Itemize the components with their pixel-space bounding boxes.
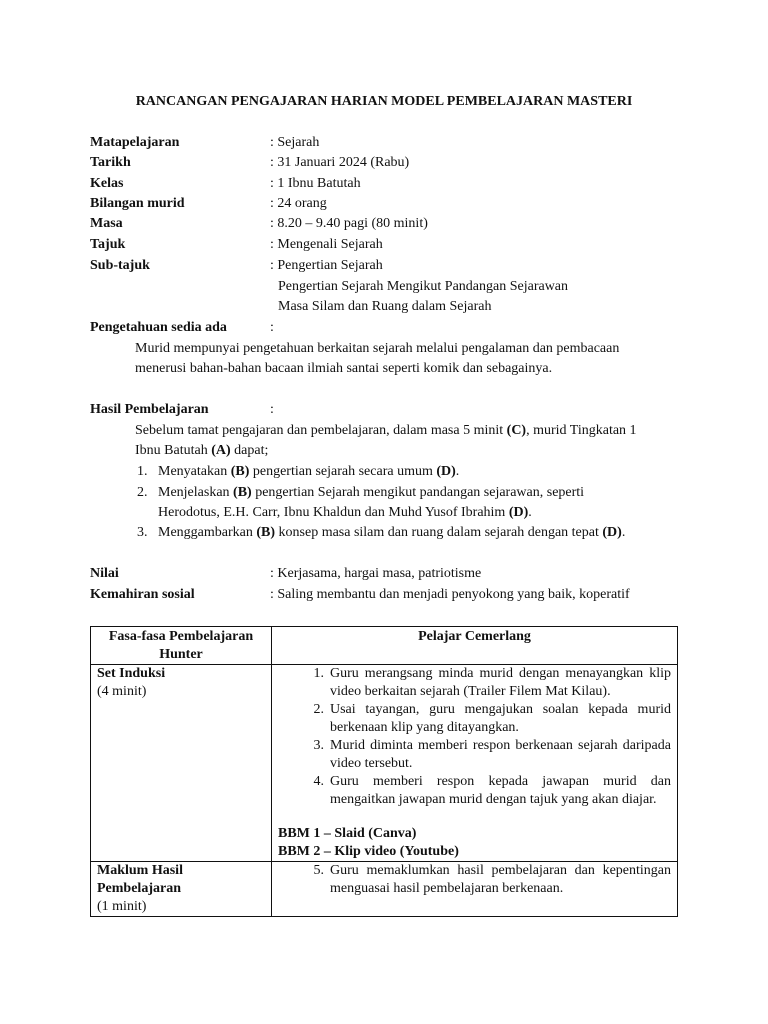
phase-cell <box>91 665 272 862</box>
nilai-label: Nilai <box>90 566 119 581</box>
table-header-row <box>91 627 678 665</box>
list-item: 3. Murid diminta memberi respon berkenaan sejarah daripada video tersebut. <box>313 738 671 771</box>
info-row-sub-tajuk <box>90 256 690 276</box>
list-number: 1. <box>137 464 148 479</box>
table-row <box>91 862 678 917</box>
list-item: Menggambarkan (B) konsep masa silam dan ruang dalam sejarah dengan tepat (D). <box>158 525 626 540</box>
pengetahuan-text-line: Murid mempunyai pengetahuan berkaitan sejarah melalui pengalaman dan pembacaan <box>135 341 620 356</box>
list-item: 2. Usai tayangan, guru mengajukan soalan kepada murid berkenaan klip yang ditayangkan. <box>313 702 671 735</box>
list-number: 2. <box>137 485 148 500</box>
kemahiran-row <box>90 585 690 605</box>
nilai-value: : Kerjasama, hargai masa, patriotisme <box>270 566 482 581</box>
pengetahuan-colon: : <box>270 320 274 335</box>
info-value: : Pengertian Sejarah <box>270 258 383 273</box>
bbm-line: BBM 2 – Klip video (Youtube) <box>278 844 459 859</box>
sub-tajuk-line <box>90 297 690 317</box>
column-header-pelajar-cemerlang: Pelajar Cemerlang <box>272 627 678 665</box>
list-item: 1. Guru merangsang minda murid dengan menayangkan klip video berkaitan sejarah (Trailer Filem Mat Kilau). <box>313 666 671 699</box>
info-label: Kelas <box>90 176 124 191</box>
phase-title: Set Induksi <box>97 666 166 681</box>
info-value: : 1 Ibnu Batutah <box>270 176 361 191</box>
info-label: Sub-tajuk <box>90 258 150 273</box>
pengetahuan-heading <box>90 318 690 338</box>
list-item: Menjelaskan (B) pengertian Sejarah mengikut pandangan sejarawan, seperti <box>158 485 585 500</box>
phase-title: Pembelajaran <box>97 881 181 896</box>
pengetahuan-label: Pengetahuan sedia ada <box>90 320 227 335</box>
sub-tajuk-line <box>90 277 690 297</box>
kemahiran-value: : Saling membantu dan menjadi penyokong yang baik, koperatif <box>270 587 630 602</box>
phase-time: (4 minit) <box>97 684 147 699</box>
phase-cell <box>91 862 272 917</box>
pengetahuan-text-line: menerusi bahan-bahan bacaan ilmiah santai seperti komik dan sebagainya. <box>135 361 553 376</box>
list-item: 4. Guru memberi respon kepada jawapan murid dan mengaitkan jawapan murid dengan tajuk yang akan diajar. <box>313 774 671 807</box>
info-row-matapelajaran <box>90 133 690 153</box>
info-row-tarikh <box>90 153 690 173</box>
phase-title: Maklum Hasil <box>97 863 183 878</box>
lesson-phase-table <box>90 626 678 917</box>
info-value: : Sejarah <box>270 135 320 150</box>
activity-cell <box>272 862 678 917</box>
document-title: RANCANGAN PENGAJARAN HARIAN MODEL PEMBELAJARAN MASTERI <box>135 94 633 109</box>
info-row-kelas <box>90 174 690 194</box>
activity-cell <box>272 665 678 862</box>
list-item: 5. Guru memaklumkan hasil pembelajaran dan kepentingan menguasai hasil pembelajaran berkenaan. <box>313 863 671 896</box>
sub-tajuk-value: Pengertian Sejarah Mengikut Pandangan Sejarawan <box>278 279 569 294</box>
info-label: Bilangan murid <box>90 196 185 211</box>
info-label: Masa <box>90 216 123 231</box>
info-row-masa <box>90 214 690 234</box>
info-label: Tarikh <box>90 155 131 170</box>
list-item: Menyatakan (B) pengertian sejarah secara umum (D). <box>158 464 460 479</box>
table-row <box>91 665 678 862</box>
info-row-bilangan-murid <box>90 194 690 214</box>
hasil-colon: : <box>270 402 274 417</box>
kemahiran-label: Kemahiran sosial <box>90 587 195 602</box>
hasil-intro-line: Ibnu Batutah (A) dapat; <box>135 443 269 458</box>
info-value: : Mengenali Sejarah <box>270 237 383 252</box>
info-label: Matapelajaran <box>90 135 180 150</box>
phase-time: (1 minit) <box>97 899 147 914</box>
info-row-tajuk <box>90 235 690 255</box>
bbm-line: BBM 1 – Slaid (Canva) <box>278 826 417 841</box>
info-value: : 8.20 – 9.40 pagi (80 minit) <box>270 216 428 231</box>
info-label: Tajuk <box>90 237 126 252</box>
hasil-heading <box>90 400 690 420</box>
nilai-row <box>90 564 690 584</box>
column-header-phases: Fasa-fasa Pembelajaran Hunter <box>91 627 272 665</box>
hasil-label: Hasil Pembelajaran <box>90 402 209 417</box>
list-item-continued: Herodotus, E.H. Carr, Ibnu Khaldun dan Muhd Yusof Ibrahim (D). <box>158 505 532 520</box>
sub-tajuk-value: Masa Silam dan Ruang dalam Sejarah <box>278 299 492 314</box>
info-value: : 31 Januari 2024 (Rabu) <box>270 155 410 170</box>
list-number: 3. <box>137 525 148 540</box>
info-value: : 24 orang <box>270 196 327 211</box>
hasil-intro-line: Sebelum tamat pengajaran dan pembelajaran, dalam masa 5 minit (C), murid Tingkatan 1 <box>135 423 637 438</box>
